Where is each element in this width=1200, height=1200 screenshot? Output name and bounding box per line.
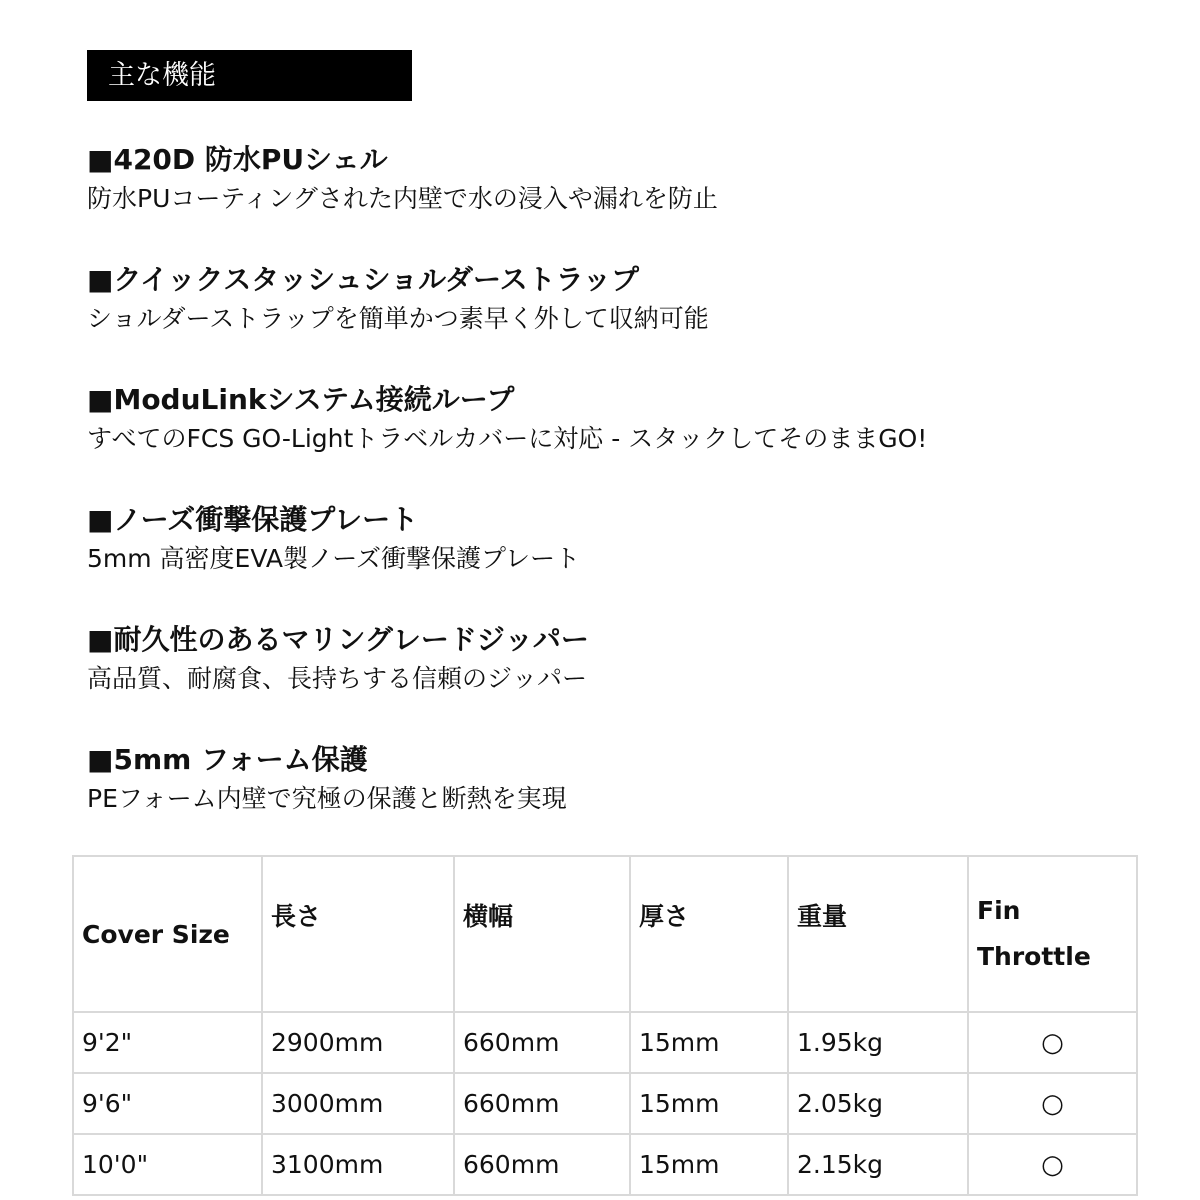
header-width: 横幅 [454, 856, 630, 1012]
feature-description: PEフォーム内壁で究極の保護と断熱を実現 [87, 784, 567, 813]
header-cover-size: Cover Size [73, 856, 262, 1012]
section-title: 主な機能 [87, 50, 412, 101]
table-row [73, 1073, 1137, 1134]
cell-thickness: 15mm [630, 1134, 788, 1195]
cell-thickness: 15mm [630, 1012, 788, 1073]
spec-table [72, 855, 1138, 1196]
feature-item-nose-plate [87, 501, 1147, 620]
feature-item-modulink-loop [87, 381, 1147, 500]
feature-description: 5mm 高密度EVA製ノーズ衝撃保護プレート [87, 544, 580, 573]
header-length: 長さ [262, 856, 454, 1012]
cell-cover-size: 10'0" [73, 1134, 262, 1195]
feature-heading: ■420D 防水PUシェル [87, 143, 388, 176]
cell-weight: 1.95kg [788, 1012, 968, 1073]
cell-weight: 2.15kg [788, 1134, 968, 1195]
feature-heading: ■クイックスタッシュショルダーストラップ [87, 263, 640, 296]
feature-heading: ■耐久性のあるマリングレードジッパー [87, 623, 589, 656]
cell-thickness: 15mm [630, 1073, 788, 1134]
feature-item-shoulder-strap [87, 261, 1147, 380]
cell-weight: 2.05kg [788, 1073, 968, 1134]
cell-width: 660mm [454, 1073, 630, 1134]
table-row [73, 1134, 1137, 1195]
cell-cover-size: 9'2" [73, 1012, 262, 1073]
table-header-row [73, 856, 1137, 1012]
cell-width: 660mm [454, 1012, 630, 1073]
feature-heading: ■5mm フォーム保護 [87, 743, 368, 776]
feature-list [87, 140, 1147, 860]
feature-item-waterproof-shell [87, 141, 1147, 260]
cell-length: 3000mm [262, 1073, 454, 1134]
feature-heading: ■ModuLinkシステム接続ループ [87, 383, 515, 416]
header-weight: 重量 [788, 856, 968, 1012]
header-thickness: 厚さ [630, 856, 788, 1012]
feature-description: すべてのFCS GO-Lightトラベルカバーに対応 - スタックしてそのままGO! [87, 424, 928, 453]
cell-length: 2900mm [262, 1012, 454, 1073]
table-row [73, 1012, 1137, 1073]
cell-cover-size: 9'6" [73, 1073, 262, 1134]
cell-fin-throttle: ○ [968, 1073, 1137, 1134]
cell-width: 660mm [454, 1134, 630, 1195]
feature-description: 高品質、耐腐食、長持ちする信頼のジッパー [87, 664, 588, 693]
cell-fin-throttle: ○ [968, 1012, 1137, 1073]
cell-length: 3100mm [262, 1134, 454, 1195]
feature-item-marine-zipper [87, 621, 1147, 740]
feature-description: ショルダーストラップを簡単かつ素早く外して収納可能 [87, 304, 709, 333]
feature-item-foam-protection [87, 741, 1147, 860]
header-fin-throttle: Fin Throttle [968, 856, 1137, 1012]
cell-fin-throttle: ○ [968, 1134, 1137, 1195]
feature-heading: ■ノーズ衝撃保護プレート [87, 503, 419, 536]
feature-description: 防水PUコーティングされた内壁で水の浸入や漏れを防止 [87, 184, 718, 213]
